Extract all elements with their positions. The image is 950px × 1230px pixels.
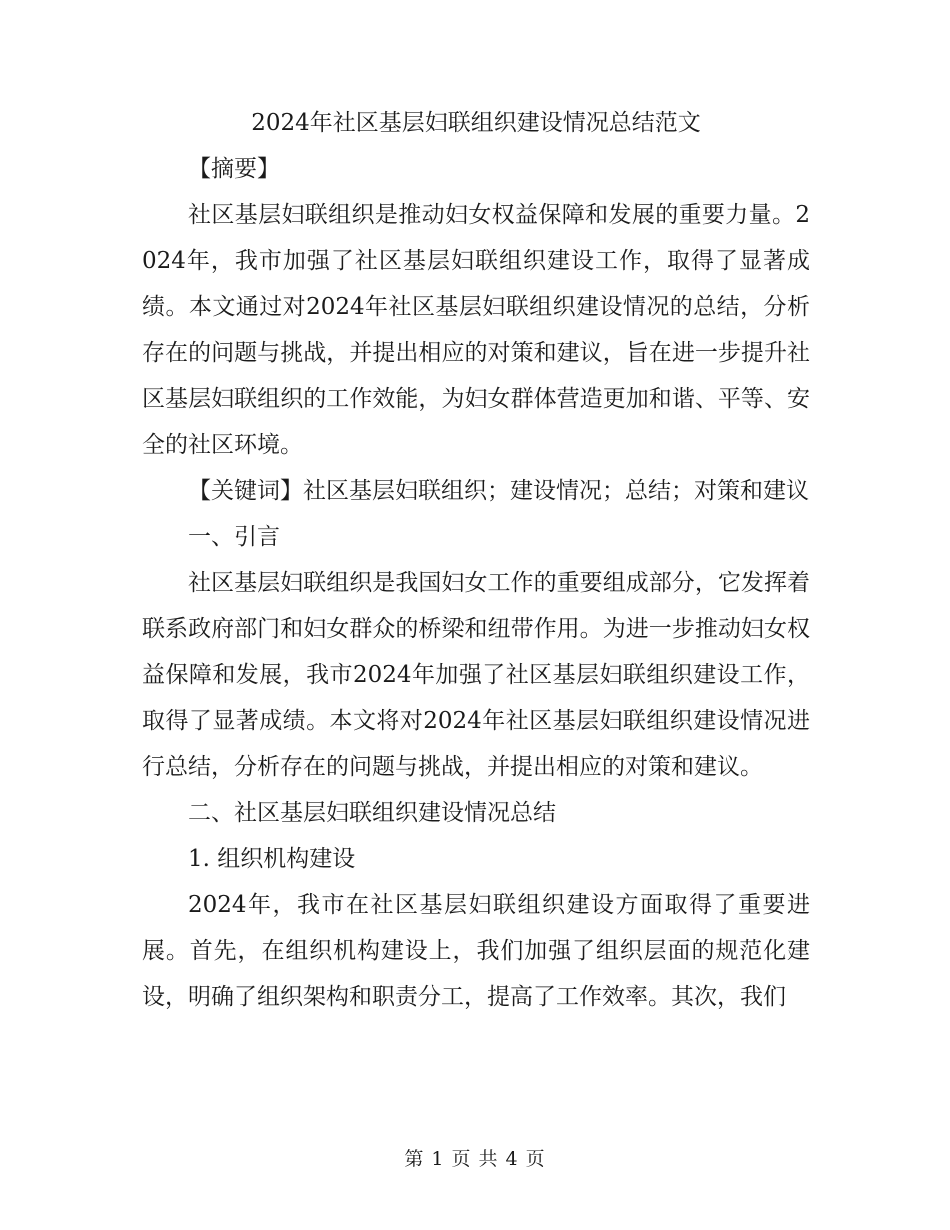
abstract-paragraph: 社区基层妇联组织是推动妇女权益保障和发展的重要力量。2024年，我市加强了社区基层妇联组织建设工作，取得了显著成绩。本文通过对2024年社区基层妇联组织建设情况的总结，分析存在的问题与挑战，并提出相应的对策和建议，旨在进一步提升社区基层妇联组织的工作效能，为妇女群体营造更加和谐、平等、安全的社区环境。 (142, 202, 810, 458)
page-number-footer: 第 1 页 共 4 页 (404, 1148, 546, 1170)
document-body (142, 100, 810, 1020)
introduction-paragraph: 社区基层妇联组织是我国妇女工作的重要组成部分，它发挥着联系政府部门和妇女群众的桥梁和纽带作用。为进一步推动妇女权益保障和发展，我市2024年加强了社区基层妇联组织建设工作，取得了显著成绩。本文将对2024年社区基层妇联组织建设情况进行总结，分析存在的问题与挑战，并提出相应的对策和建议。 (142, 570, 810, 780)
document-title: 2024年社区基层妇联组织建设情况总结范文 (251, 110, 701, 136)
keywords-paragraph: 【关键词】社区基层妇联组织；建设情况；总结；对策和建议 (188, 478, 809, 504)
section-heading-introduction: 一、引言 (188, 524, 280, 550)
abstract-heading: 【摘要】 (188, 156, 280, 182)
organization-paragraph: 2024年，我市在社区基层妇联组织建设方面取得了重要进展。首先，在组织机构建设上，我们加强了组织层面的规范化建设，明确了组织架构和职责分工，提高了工作效率。其次，我们 (142, 892, 810, 1010)
subsection-heading-organization: 1. 组织机构建设 (188, 846, 356, 872)
section-heading-summary: 二、社区基层妇联组织建设情况总结 (188, 800, 556, 826)
